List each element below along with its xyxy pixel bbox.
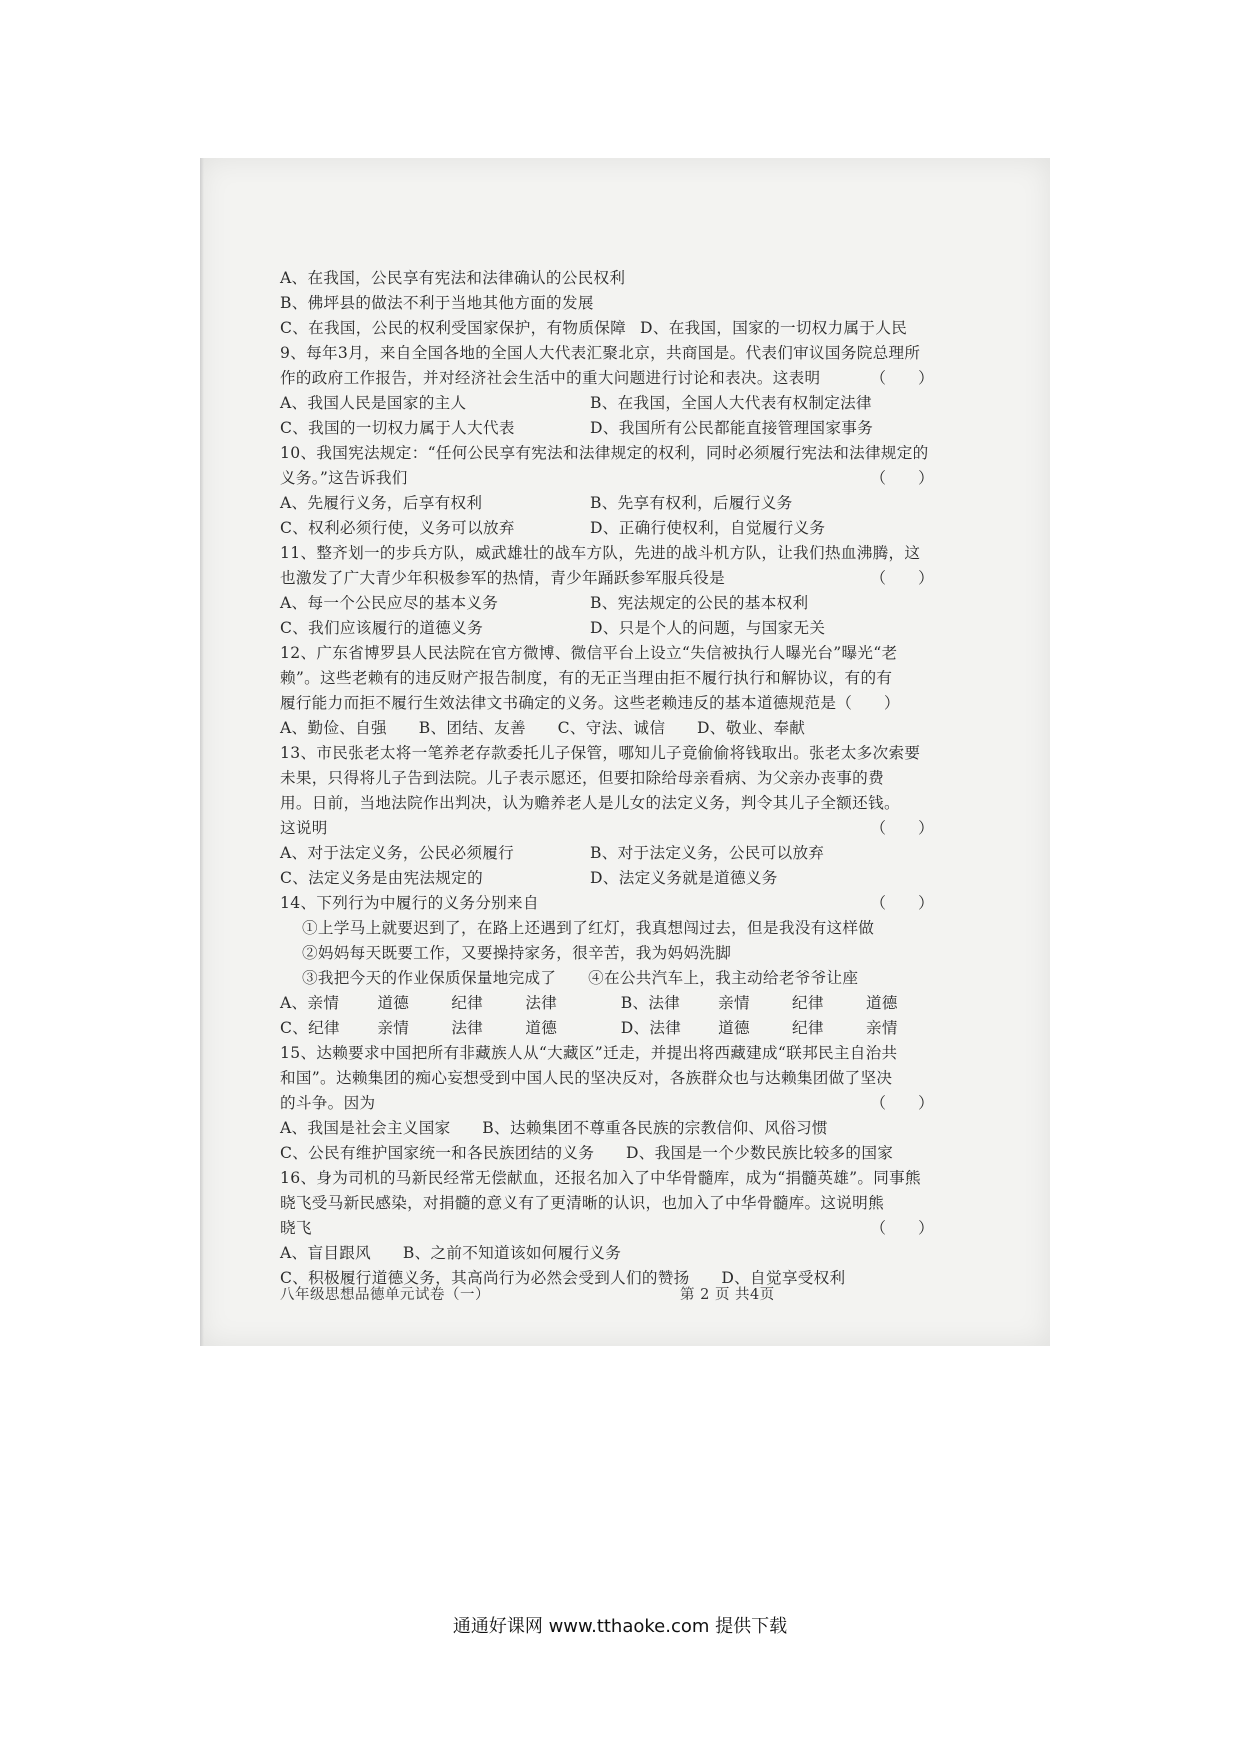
footer-title: 八年级思想品德单元试卷（一） [280, 1287, 490, 1303]
grid-cell: 亲情 [377, 1019, 410, 1037]
question-stem: 的斗争。因为 （ ） [280, 1091, 940, 1116]
option-row [280, 316, 940, 341]
option-b: B、在我国，全国人大代表有权制定法律 [590, 394, 872, 412]
grid-cell: 纪律 [792, 1019, 824, 1037]
option-row [280, 591, 940, 616]
option-d: D、我国所有公民都能直接管理国家事务 [590, 419, 873, 437]
option-a: A、在我国，公民享有宪法和法律确认的公民权利 [280, 269, 626, 287]
option-b: B、对于法定义务，公民可以放弃 [590, 844, 825, 862]
option-c: C、我国的一切权力属于人大代表 [280, 419, 515, 437]
sub-item: ②妈妈每天既要工作，又要操持家务，很辛苦，我为妈妈洗脚 [302, 944, 732, 962]
grid-cell: 道德 [377, 994, 410, 1012]
question-12 [280, 641, 940, 741]
prev-options [280, 266, 940, 341]
question-stem: 晓飞 （ ） [280, 1216, 940, 1241]
question-stem: 15、达赖要求中国把所有非藏族人从“大藏区”迁走，并提出将西藏建成“联邦民主自治共 [280, 1044, 898, 1062]
option-row [280, 866, 940, 891]
question-16 [280, 1166, 940, 1291]
page-number: 第 2 页 共4页 [680, 1287, 775, 1303]
option-a: A、对于法定义务，公民必须履行 [280, 844, 515, 862]
question-stem: 赖”。这些老赖有的违反财产报告制度，有的无正当理由拒不履行执行和解协议，有的有 [280, 669, 893, 687]
question-stem: 13、市民张老太将一笔养老存款委托儿子保管，哪知儿子竟偷偷将钱取出。张老太多次索要 [280, 744, 921, 762]
question-15 [280, 1041, 940, 1166]
grid-cell: 亲情 [718, 994, 750, 1012]
option-d: D、在我国，国家的一切权力属于人民 [640, 319, 908, 337]
question-stem: 作的政府工作报告，并对经济社会生活中的重大问题进行讨论和表决。这表明 （ ） [280, 366, 940, 391]
question-stem: 用。日前，当地法院作出判决，认为赡养老人是儿女的法定义务，判令其儿子全额还钱。 [280, 794, 900, 812]
download-credit: 通通好课网 www.tthaoke.com 提供下载 [452, 1616, 788, 1637]
question-stem: 9、每年3月，来自全国各地的全国人大代表汇聚北京，共商国是。代表们审议国务院总理所 [280, 344, 921, 362]
option-a: A、先履行义务，后享有权利 [280, 494, 483, 512]
grid-cell: 纪律 [451, 994, 484, 1012]
option-a: A、我国人民是国家的主人 [280, 394, 467, 412]
grid-cell: 法律 [525, 994, 558, 1012]
answer-paren: （ ） [836, 694, 900, 712]
sub-item: ③我把今天的作业保质保量地完成了 ④在公共汽车上，我主动给老爷爷让座 [302, 969, 859, 987]
question-10 [280, 441, 940, 541]
option-row [280, 841, 940, 866]
question-stem: 10、我国宪法规定：“任何公民享有宪法和法律规定的权利，同时必须履行宪法和法律规定的 [280, 444, 929, 462]
option-c: C、权利必须行使，义务可以放弃 [280, 519, 515, 537]
exam-content [280, 266, 940, 1291]
question-stem: 11、整齐划一的步兵方队，威武雄壮的战车方队，先进的战斗机方队，让我们热血沸腾，这 [280, 544, 921, 562]
question-stem: 和国”。达赖集团的痴心妄想受到中国人民的坚决反对，各族群众也与达赖集团做了坚决 [280, 1069, 893, 1087]
option-a: A、每一个公民应尽的基本义务 [280, 594, 499, 612]
grid-cell: 亲情 [866, 1019, 898, 1037]
option-row [280, 416, 940, 441]
option-grid-row [280, 991, 940, 1016]
question-13 [280, 741, 940, 891]
option-row: A、盲目跟风 B、之前不知道该如何履行义务 [280, 1244, 622, 1262]
option-c: C、法定义务是由宪法规定的 [280, 869, 483, 887]
option-row: C、积极履行道德义务，其高尚行为必然会受到人们的赞扬 D、自觉享受权利 [280, 1269, 846, 1287]
answer-paren: （ ） [870, 819, 934, 837]
grid-cell: 纪律 [792, 994, 824, 1012]
option-d: D、法律 [620, 1019, 682, 1037]
option-row: A、勤俭、自强 B、团结、友善 C、守法、诚信 D、敬业、奉献 [280, 719, 806, 737]
answer-paren: （ ） [870, 1219, 934, 1237]
question-stem: 14、下列行为中履行的义务分别来自 （ ） [280, 891, 940, 916]
option-row [280, 391, 940, 416]
question-stem: 这说明 （ ） [280, 816, 940, 841]
question-stem: 晓飞受马新民感染，对捐髓的意义有了更清晰的认识，也加入了中华骨髓库。这说明熊 [280, 1194, 884, 1212]
option-d: D、法定义务就是道德义务 [590, 869, 778, 887]
option-b: B、宪法规定的公民的基本权利 [590, 594, 809, 612]
option-c: C、在我国，公民的权利受国家保护，有物质保障 [280, 319, 627, 337]
question-14 [280, 891, 940, 1041]
option-b: B、法律 [620, 994, 681, 1012]
option-c: C、纪律 [280, 1019, 340, 1037]
question-stem: 16、身为司机的马新民经常无偿献血，还报名加入了中华骨髓库，成为“捐髓英雄”。同事熊 [280, 1169, 921, 1187]
option-a: A、亲情 [280, 994, 340, 1012]
grid-cell: 道德 [525, 1019, 558, 1037]
option-row [280, 491, 940, 516]
question-stem: 12、广东省博罗县人民法院在官方微博、微信平台上设立“失信被执行人曝光台”曝光“老 [280, 644, 898, 662]
answer-paren: （ ） [870, 894, 934, 912]
question-stem: 未果，只得将儿子告到法院。儿子表示愿还，但要扣除给母亲看病、为父亲办丧事的费 [280, 769, 884, 787]
answer-paren: （ ） [870, 569, 934, 587]
answer-paren: （ ） [870, 469, 934, 487]
grid-cell: 道德 [866, 994, 898, 1012]
scanned-page [200, 158, 1050, 1346]
question-stem: 也激发了广大青少年积极参军的热情，青少年踊跃参军服兵役是 （ ） [280, 566, 940, 591]
sub-item: ①上学马上就要迟到了，在路上还遇到了红灯，我真想闯过去，但是我没有这样做 [302, 919, 875, 937]
answer-paren: （ ） [870, 369, 934, 387]
grid-cell: 法律 [451, 1019, 484, 1037]
scan-edge-shadow [200, 158, 204, 1346]
option-c: C、我们应该履行的道德义务 [280, 619, 483, 637]
question-stem: 义务。”这告诉我们 （ ） [280, 466, 940, 491]
question-11 [280, 541, 940, 641]
question-stem: 履行能力而拒不履行生效法律文书确定的义务。这些老赖违反的基本道德规范是（ ） [280, 694, 900, 712]
answer-paren: （ ） [870, 1094, 934, 1112]
option-row [280, 516, 940, 541]
question-9 [280, 341, 940, 441]
option-d: D、只是个人的问题，与国家无关 [590, 619, 826, 637]
option-b: B、先享有权利，后履行义务 [590, 494, 793, 512]
grid-cell: 道德 [718, 1019, 750, 1037]
option-row: C、公民有维护国家统一和各民族团结的义务 D、我国是一个少数民族比较多的国家 [280, 1144, 894, 1162]
option-row: A、我国是社会主义国家 B、达赖集团不尊重各民族的宗教信仰、风俗习惯 [280, 1119, 828, 1137]
option-grid-row [280, 1016, 940, 1041]
option-b: B、佛坪县的做法不利于当地其他方面的发展 [280, 294, 594, 312]
option-row [280, 616, 940, 641]
option-d: D、正确行使权利，自觉履行义务 [590, 519, 826, 537]
